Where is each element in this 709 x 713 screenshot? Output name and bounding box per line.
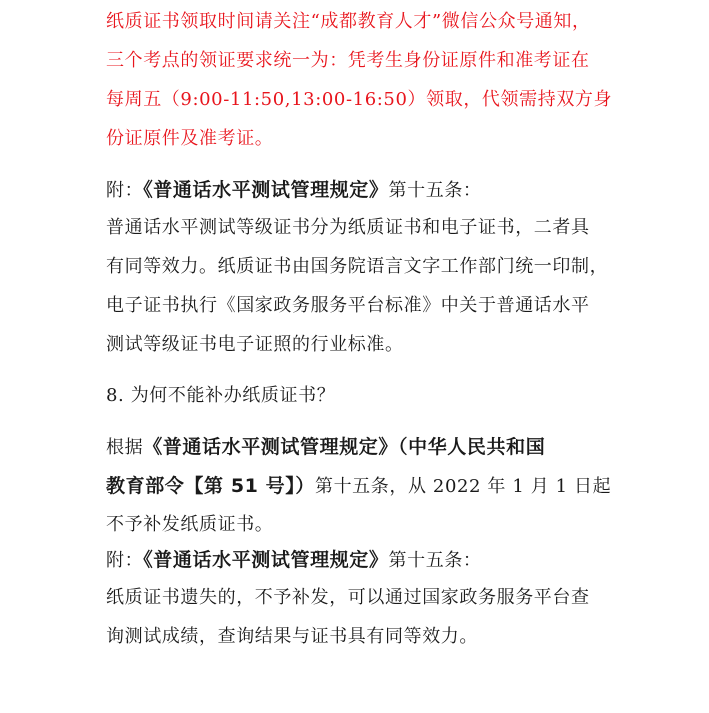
answer-8-line-2 (106, 474, 611, 499)
appendix-2-heading (106, 548, 482, 573)
answer-8-line-1 (106, 435, 545, 460)
appendix-2-prefix: 附： (106, 550, 144, 571)
article-15a-line-4: 测试等级证书电子证照的行业标准。 (106, 334, 404, 355)
answer-8-line-3: 不予补发纸质证书。 (106, 514, 274, 535)
appendix-2-title: 《普通话水平测试管理规定》 (143, 549, 389, 571)
appendix-1-title: 《普通话水平测试管理规定》 (143, 179, 389, 201)
notice-line-4: 份证原件及准考证。 (106, 128, 274, 149)
answer-8-decree: 教育部令【第 51 号】） (106, 475, 315, 497)
article-15b-line-1: 纸质证书遗失的，不予补发，可以通过国家政务服务平台查 (106, 587, 590, 608)
article-15b-line-2: 询测试成绩，查询结果与证书具有同等效力。 (106, 626, 478, 647)
notice-line-2: 三个考点的领证要求统一为：凭考生身份证原件和准考证在 (106, 50, 590, 71)
article-15a-line-1: 普通话水平测试等级证书分为纸质证书和电子证书，二者具 (106, 217, 590, 238)
notice-line-3: 每周五（9:00-11:50,13:00-16:50）领取，代领需持双方身 (106, 89, 613, 110)
appendix-2-suffix: 第十五条： (388, 550, 482, 571)
appendix-1-suffix: 第十五条： (388, 180, 482, 201)
notice-line-1: 纸质证书领取时间请关注“成都教育人才”微信公众号通知， (106, 11, 591, 32)
article-15a-line-2: 有同等效力。纸质证书由国务院语言文字工作部门统一印制， (106, 256, 609, 277)
article-15a-line-3: 电子证书执行《国家政务服务平台标准》中关于普通话水平 (106, 295, 590, 316)
appendix-1-prefix: 附： (106, 180, 144, 201)
answer-8-line-2-rest: 第十五条，从 2022 年 1 月 1 日起 (314, 476, 612, 497)
appendix-1-heading (106, 178, 482, 203)
question-8: 8. 为何不能补办纸质证书？ (106, 385, 336, 406)
answer-8-prefix: 根据 (106, 437, 144, 458)
answer-8-title: 《普通话水平测试管理规定》（中华人民共和国 (143, 436, 546, 458)
